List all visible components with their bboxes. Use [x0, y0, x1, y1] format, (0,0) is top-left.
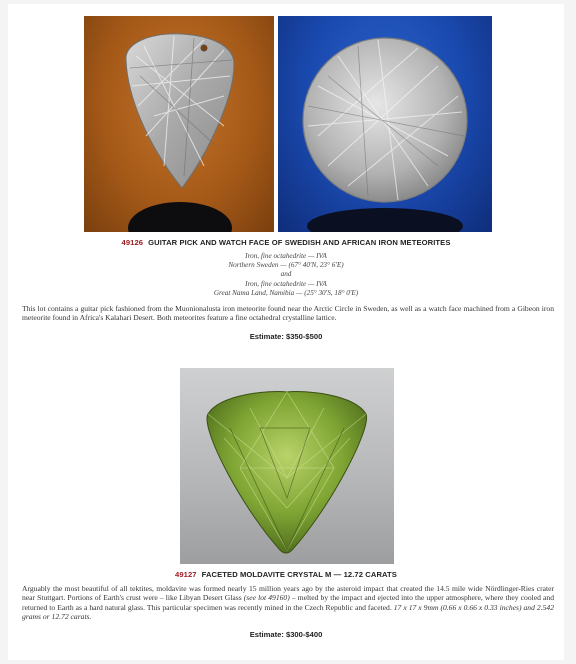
- guitar-pick-meteorite-photo: [84, 16, 274, 232]
- specimen-dimensions: 17 x 17 x 9mm (0.66 x 0.66 x 0.33 inches) and 2.542 grams or 12.72 carats.: [22, 602, 554, 622]
- lot-description: [22, 584, 554, 622]
- watch-face-meteorite-photo: [278, 16, 492, 232]
- lot-cross-reference: (see lot 49160): [243, 593, 290, 603]
- description-text: Arguably the most beautiful of all tektites, moldavite was formed nearly 15 million years ago by the asteroid impact that created the 14.5 mile wide Nördlinger-Ries crater near Stuttgart. Portions of Earth's crust were – like Libyan Desert Glass: [22, 584, 554, 603]
- spec-line: Iron, fine octahedrite — IVA: [245, 252, 327, 260]
- estimate: Estimate: $300-$400: [249, 630, 323, 639]
- lot-49127-heading: [8, 570, 564, 579]
- spec-line: Great Nama Land, Namibia — (25° 30'S, 18° 0'E): [213, 288, 359, 297]
- lot-number: 49127: [175, 570, 197, 579]
- moldavite-illustration: [180, 368, 394, 564]
- lot-49126-heading: [8, 238, 564, 247]
- spec-line: Northern Sweden — (67° 40'N, 23° 6'E): [228, 261, 344, 270]
- guitar-pick-illustration: [84, 16, 274, 232]
- spec-line: and: [280, 270, 292, 279]
- estimate: Estimate: $350-$500: [249, 332, 323, 341]
- spec-line: Iron, fine octahedrite — IVA: [245, 279, 327, 288]
- lot-title: GUITAR PICK AND WATCH FACE OF SWEDISH AND AFRICAN IRON METEORITES: [148, 238, 451, 247]
- watch-face-illustration: [278, 16, 492, 232]
- lot-title: FACETED MOLDAVITE CRYSTAL M — 12.72 CARATS: [201, 570, 397, 579]
- lot-description: This lot contains a guitar pick fashioned from the Muonionalusta iron meteorite found near the Arctic Circle in Sweden, as well as a watch face machined from a Gibeon iron meteorite found in Africa's Kalahari Desert. Both meteorites feature a fine octahedral crystalline lattice.: [22, 304, 554, 323]
- faceted-moldavite-photo: [180, 368, 394, 564]
- lot-number: 49126: [121, 238, 144, 247]
- specification-block: [8, 252, 564, 298]
- description-text: – melted by the impact and ejected into the upper atmosphere, where they cooled and returned to Earth as a hard natural glass. This particular specimen was recently mined in the Czech Republic and faceted.: [22, 593, 555, 612]
- catalog-page: [8, 4, 564, 660]
